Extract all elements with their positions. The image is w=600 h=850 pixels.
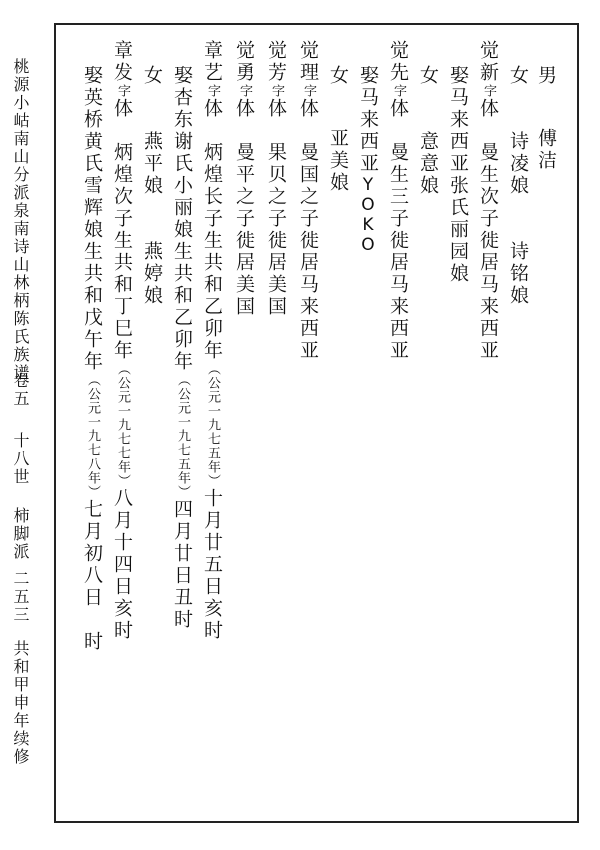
column-yameiniang: 亚美娘 xyxy=(327,128,349,194)
column-zhangfa-wife: 娶英桥黄氏雪辉娘生共和戊午年（公元一九七八年）七月初八日 时 xyxy=(81,65,103,653)
column-juexian: 觉先字体 曼生三子徙居马来西亚 xyxy=(387,40,409,362)
column-jueli: 觉理字体 曼国之子徙居马来西亚 xyxy=(297,40,319,362)
margin-generation: 十八世 柿脚派 xyxy=(11,432,30,561)
margin-edition: 共和甲申年续修 xyxy=(11,640,30,766)
column-daughters: 女 诗凌娘 诗铭娘 xyxy=(507,65,529,307)
column-zhangyi-daughters: 女 燕平娘 燕婷娘 xyxy=(141,65,163,307)
column-juexian-wife: 娶马来西亚YOKO xyxy=(357,65,379,255)
column-male-heading: 男 xyxy=(535,65,557,87)
column-juefang: 觉芳字体 果贝之子徙居美国 xyxy=(265,40,287,318)
column-zhangyi: 章艺字体 炳煌长子生共和乙卯年（公元一九七五年）十月廿五日亥时 xyxy=(201,40,223,642)
column-zhangyi-wife: 娶杏东谢氏小丽娘生共和乙卯年（公元一九七五年）四月廿日丑时 xyxy=(171,65,193,631)
column-daughter-heading: 女 xyxy=(327,65,349,87)
column-zhangfa: 章发字体 炳煌次子生共和丁巳年（公元一九七七年）八月十四日亥时 xyxy=(111,40,133,642)
column-son-name: 傅洁 xyxy=(535,128,557,172)
column-juexin-daughter: 女 意意娘 xyxy=(417,65,439,197)
margin-volume: 卷五 xyxy=(11,372,30,408)
margin-book-title: 桃源小岵南山分派泉南诗山林柄陈氏族谱 xyxy=(11,58,30,382)
column-juexin: 觉新字体 曼生次子徙居马来西亚 xyxy=(477,40,499,362)
column-jueyong: 觉勇字体 曼平之子徙居美国 xyxy=(233,40,255,318)
margin-page-number: 二五三 xyxy=(11,570,30,624)
column-juexin-wife: 娶马来西亚张氏丽园娘 xyxy=(447,65,469,285)
